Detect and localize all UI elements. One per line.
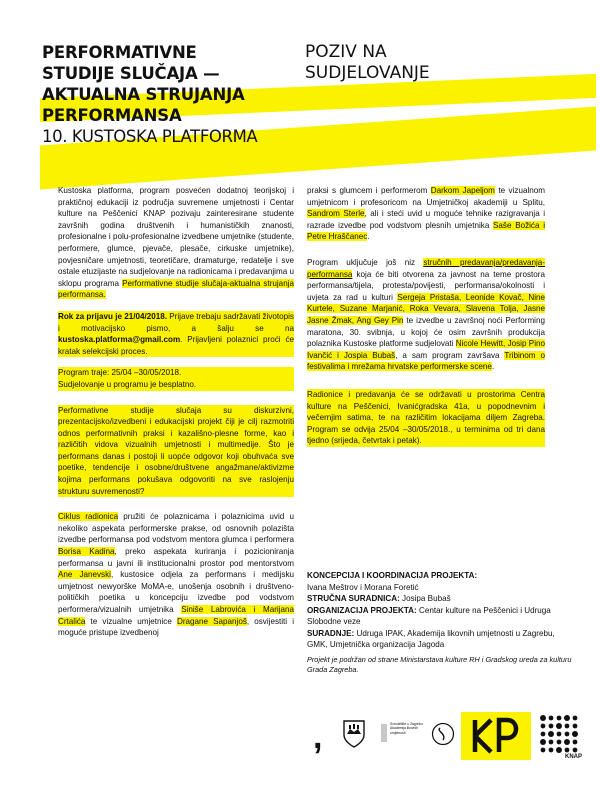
support-note: Projekt je podržan od strane Ministarstava kulture RH i Gradskog ureda za kulturu Grada Zagreba. bbox=[307, 654, 572, 674]
workshop-text: , preko aspekata kuriranja i pozicioniranja performansa u javni ili institucionalni prostor pod mentorstvom bbox=[58, 547, 294, 568]
logo-dot bbox=[565, 732, 570, 737]
right-column bbox=[307, 185, 545, 457]
logo-dot bbox=[549, 748, 554, 753]
logo-dot bbox=[556, 747, 562, 753]
about-paragraph: Performativne studije slučaja su diskurzivni, prezentacijsko/izvedbeni i edukacijski projekt čiji je cilj razmotriti odnos performativnih praksi i kazališno-plesne forme, kao i različitih vidova vizualnih umjetnosti i multimedije. Što je performans danas i postoji li uopće odgovor koji obuhvaća sve poetike, tendencije i osobne/društvene angažmane/aktivizme kojima performans pokušava odgovoriti na sve raslojenju strukturu suvremenosti? bbox=[58, 405, 294, 496]
logo-dot bbox=[549, 716, 554, 721]
lectures-paragraph bbox=[307, 257, 545, 373]
workshop-text: , ali i steći uvid u moguće tehnike razigravanja i razrade izvedbe pod vodstvom plesnih umjetnika bbox=[307, 209, 546, 230]
performers-names: Nicole Hewitt, Josip Pino Ivančić i Jospia Bubaš bbox=[307, 339, 545, 360]
logo-dot bbox=[549, 740, 554, 745]
deadline-text: Prijave trebaju sadržavati životopis i motivacijsko pismo, a šalju se na bbox=[58, 311, 294, 333]
duration-paragraph bbox=[58, 367, 294, 390]
email-link[interactable]: kustoska.platforma@gmail.com bbox=[58, 335, 181, 345]
workshop-text: praksi s glumcem i performerom bbox=[307, 186, 431, 195]
lectures-highlight: stručnih predavanja/predavanja-performansa bbox=[307, 257, 546, 279]
workshop-text: pružiti će polaznicama i polaznicima uvid u nekoliko aspekata performerske prakse, od osnovnih polazišta izvedbe performansa pod vodstvom mentora glumca i performera bbox=[58, 512, 294, 545]
tribune-highlight: Tribinom o festivalima i mrežama hrvatske performerske scene bbox=[307, 350, 545, 372]
workshop-text: , kustosice odjela za performans i medijsku umjetnost newyorške MoMA-e, unošenja osobnih i društveno-političkih poetika u koncepciju izvedbe pod vodstvom performera/vizualnih umjetnika bbox=[58, 570, 294, 614]
mentor-name: Saše Božića i Petre Hraščanec bbox=[307, 220, 545, 242]
lectures-text: Program uključuje još niz bbox=[307, 257, 424, 267]
logo-dot bbox=[565, 748, 570, 753]
logo-dot bbox=[541, 724, 546, 729]
lectures-text: , a sam program završava bbox=[395, 350, 505, 360]
intro-text: Kustoska platforma, program posvećen dodatnoj teorijskoj i praktičnoj edukaciji iz područja suvremene umjetnosti i Centar kulture na Peščenici KNAP pozivaju zainteresirane studente završnih godina društvenih i humanističkih znanosti, profesionalne i polu-profesionalne izvedbene umjetnike (studente, performere, glumce, pjevače, plesače, cirkuske umjetnike), povjesničare umjetnosti, teoretičare, dramaturge, redatelje i sve ostale etuzijaste na sudjelovanje na radionicama i predavanjima u sklopu programa bbox=[58, 186, 294, 288]
logo-dot bbox=[573, 716, 578, 721]
logo-dot bbox=[573, 740, 578, 745]
logo-dot bbox=[541, 732, 546, 737]
concept-names: Ivana Meštrov i Morana Foretić bbox=[307, 582, 419, 592]
workshop-text: . bbox=[367, 232, 370, 242]
lectures-text: te izvedbe u završnoj noći Performing maratona, 30. svibnja, u kojoj će osim završnih produkcija polaznika Kustoske platforme sudjelovati bbox=[307, 315, 545, 349]
logo-dot bbox=[572, 731, 578, 737]
mentor-name: Sandrom Sterle bbox=[307, 209, 365, 219]
title-line: PERFORMATIVNE bbox=[42, 43, 197, 62]
lecturers-names: Sergeja Pristaša, Leonide Kovač, Nine Kurtele, Suzane Marjanić, Roka Vevara, Slavena Tolja, Jasne Jasne Žmak, Ang Gey Pin bbox=[307, 292, 545, 325]
logo-dot bbox=[540, 715, 546, 721]
mentor-name: Siniše Labrovića i Marijana Crtalića bbox=[58, 605, 294, 626]
logo-dot bbox=[540, 739, 546, 745]
logos-row bbox=[303, 712, 595, 760]
workshop-text: te vizualne umjetnice bbox=[85, 616, 177, 626]
dots-grid-logo bbox=[539, 714, 579, 754]
logo-dot bbox=[564, 739, 570, 745]
organization-names: Centar kulture na Peščenici i Udruga Slobodne veze bbox=[307, 605, 551, 626]
logo-dot bbox=[557, 716, 562, 721]
title-line: STUDIJE SLUČAJA — bbox=[42, 64, 220, 83]
zagreb-coat-of-arms-logo bbox=[343, 720, 365, 748]
page-title bbox=[42, 42, 287, 147]
logo-dot bbox=[549, 724, 554, 729]
workshop-text: te vizualnom umjetnicom i profesoricom na Umjetničkoj akademiji u Splitu, bbox=[307, 186, 545, 207]
workshop-continued-paragraph bbox=[307, 185, 545, 243]
title-line: PERFORMANSA bbox=[42, 106, 182, 125]
alu-academy-logo bbox=[381, 722, 423, 748]
venue-paragraph: Radionice i predavanja će se održavati u prostorima Centra kulture na Peščenici, Ivanićgradska 41a, u popodnevnim i večernjim satima, te na različitim lokacijama diljem Zagreba. Program se odvija 25/04 –30/05/2018., u terminima od tri dana tjedno (srijeda, četvrtak i petak). bbox=[307, 389, 545, 446]
title-line: AKTUALNA STRUJANJA bbox=[42, 85, 245, 104]
deadline-text-2: . Prijavljeni polaznici proći će kratak selekcijski proces. bbox=[58, 335, 294, 356]
workshop-text: , osvijestiti i moguće pristupe izvedbenoj bbox=[58, 616, 294, 638]
alu-icon bbox=[381, 724, 387, 742]
comma-logo: , bbox=[313, 718, 323, 756]
left-column bbox=[58, 185, 294, 649]
credits-block bbox=[307, 570, 577, 675]
page-subtitle: 10. KUSTOSKA PLATFORMA bbox=[42, 127, 258, 146]
mentor-name: Dragane Sapanjoš bbox=[176, 616, 247, 626]
partners-label: SURADNJE: bbox=[307, 628, 355, 638]
deadline-date: Rok za prijavu je 21/04/2018. bbox=[58, 311, 167, 321]
logo-dot bbox=[564, 715, 570, 721]
logo-dot bbox=[565, 724, 570, 729]
workshop-lead: Ciklus radionica bbox=[58, 512, 119, 522]
logo-dot bbox=[556, 723, 562, 729]
mentor-name: Borisa Kadina bbox=[58, 547, 115, 557]
mentor-name: Ane Janevski bbox=[58, 570, 111, 580]
partners-names: Udruga IPAK, Akademija likovnih umjetnosti u Zagrebu, GMK, Umjetnička organizacija Jagoda bbox=[307, 628, 555, 649]
knap-tag-label: KNAP bbox=[565, 754, 583, 760]
logo-dot bbox=[573, 748, 578, 753]
concept-label: KONCEPCIJA I KOORDINACIJA PROJEKTA: bbox=[307, 571, 478, 580]
lectures-text: . bbox=[491, 362, 495, 372]
call-line: SUDJELOVANJE bbox=[305, 63, 430, 83]
intro-paragraph bbox=[58, 185, 294, 301]
alu-text: Sveučilište u Zagrebu Akademija likovnih umjetnosti bbox=[390, 722, 423, 735]
mentor-name: Darkom Japeljom bbox=[430, 186, 495, 195]
duration-line: Program traje: 25/04 –30/05/2018. bbox=[58, 368, 182, 378]
logo-dot bbox=[541, 748, 546, 753]
circle-s-logo bbox=[431, 722, 455, 746]
logo-dot bbox=[557, 732, 562, 737]
organization-label: ORGANIZACIJA PROJEKTA: bbox=[307, 605, 417, 615]
lectures-text: koja će biti otvorena za javnost na teme prostora performansa/tijela, protesta/povijesti, performansa/okolnosti i uvjeta za rad u kulturi bbox=[307, 269, 545, 302]
logo-dot bbox=[557, 740, 562, 745]
associate-name: Josipa Bubaš bbox=[399, 594, 451, 603]
free-participation-line: Sudjelovanje u programu je besplatno. bbox=[58, 379, 197, 389]
workshop-paragraph bbox=[58, 511, 294, 639]
associate-label: STRUČNA SURADNICA: bbox=[307, 594, 400, 603]
knap-logo bbox=[461, 712, 531, 760]
deadline-paragraph bbox=[58, 311, 294, 357]
call-heading bbox=[305, 42, 430, 84]
logo-dot bbox=[573, 724, 578, 729]
program-name-highlight: Performativne studije slučaja-aktualna strujanja performansa. bbox=[58, 278, 294, 300]
logo-dot bbox=[548, 731, 554, 737]
call-line: POZIV NA bbox=[305, 42, 387, 62]
